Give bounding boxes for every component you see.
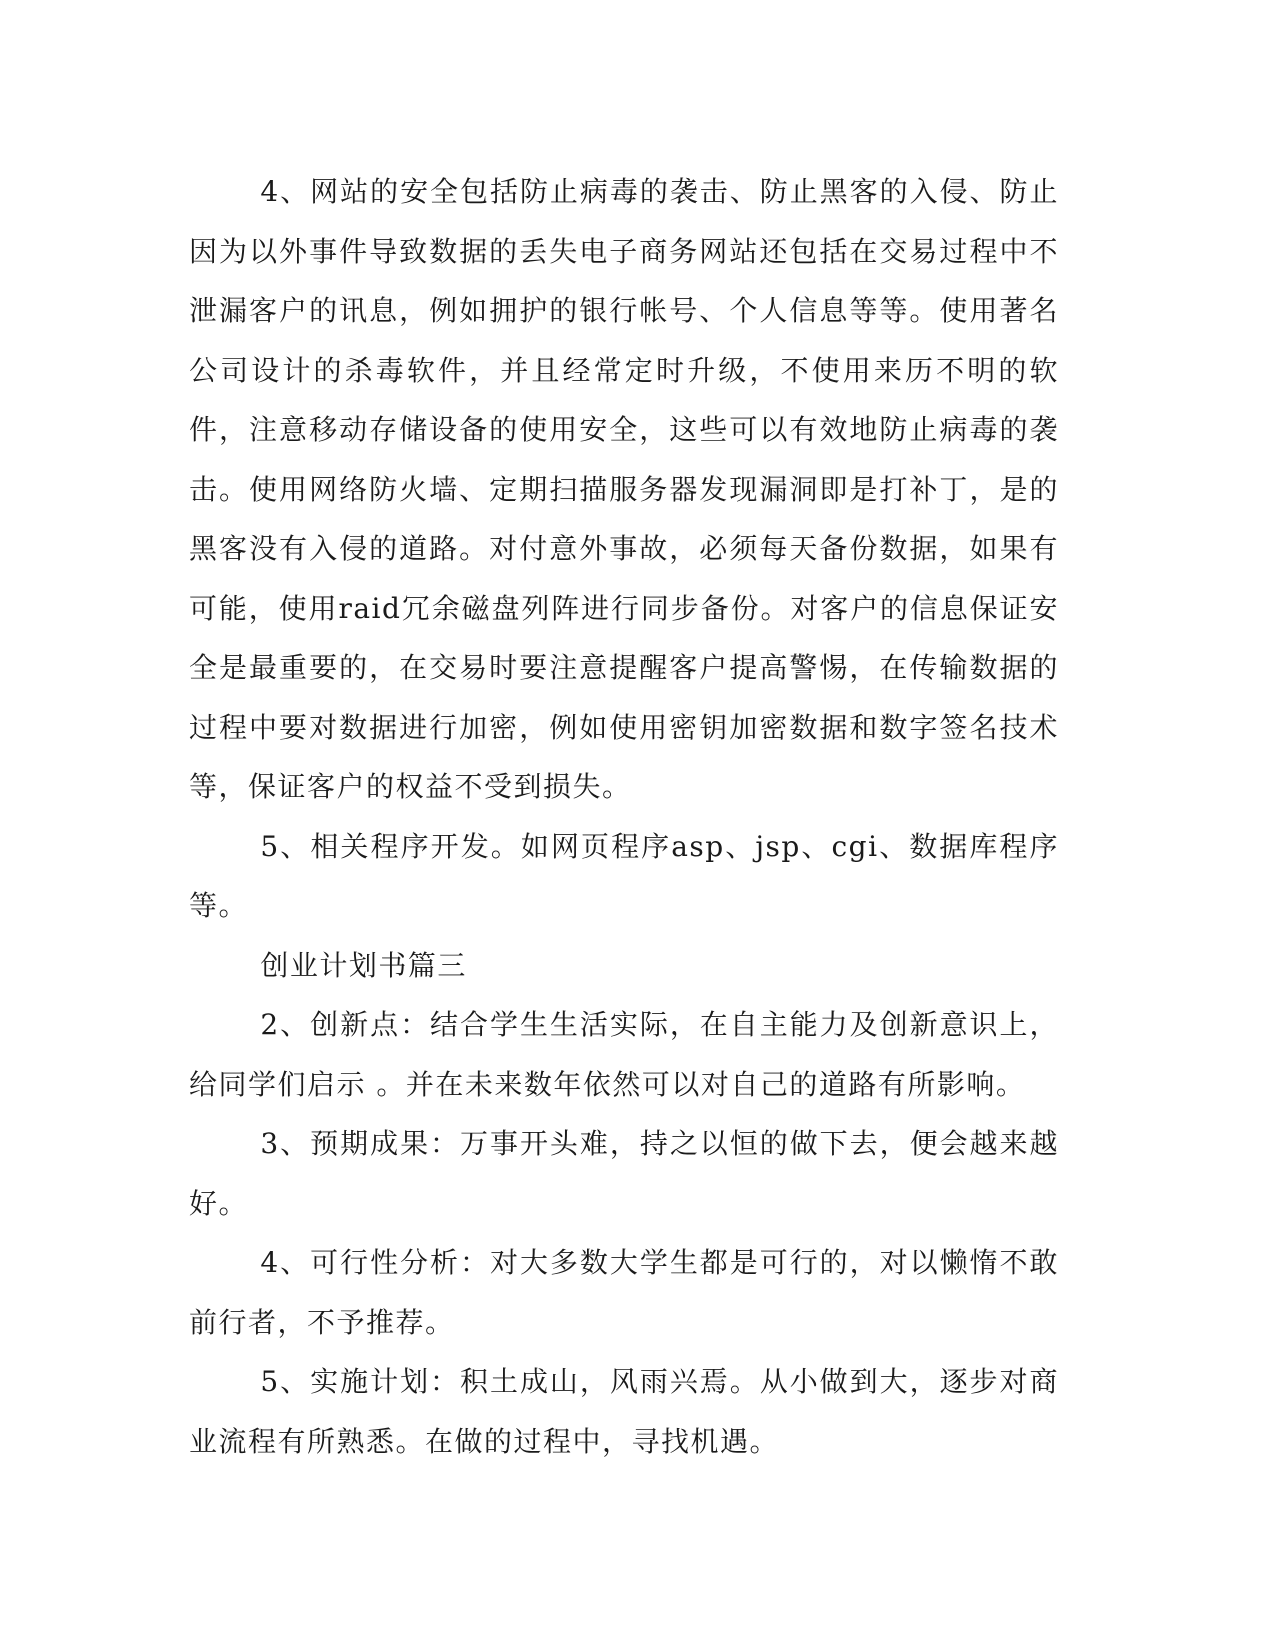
paragraph-website-security: 4、网站的安全包括防止病毒的袭击、防止黑客的入侵、防止因为以外事件导致数据的丢失电子商务网站还包括在交易过程中不泄漏客户的讯息，例如拥护的银行帐号、个人信息等等。使用著名公司设计的杀毒软件，并且经常定时升级，不使用来历不明的软件，注意移动存储设备的使用安全，这些可以有效地防止病毒的袭击。使用网络防火墙、定期扫描服务器发现漏洞即是打补丁，是的黑客没有入侵的道路。对付意外事故，必须每天备份数据，如果有可能，使用raid冗余磁盘列阵进行同步备份。对客户的信息保证安全是最重要的，在交易时要注意提醒客户提高警惕，在传输数据的过程中要对数据进行加密，例如使用密钥加密数据和数字签名技术等，保证客户的权益不受到损失。: [189, 175, 1059, 803]
paragraph-program-development: 5、相关程序开发。如网页程序asp、jsp、cgi、数据库程序等。: [189, 829, 1059, 922]
paragraph-innovation: 2、创新点：结合学生生活实际，在自主能力及创新意识上，给同学们启示 。并在未来数年依然可以对自己的道路有所影响。: [189, 1008, 1059, 1101]
paragraph-feasibility: 4、可行性分析：对大多数大学生都是可行的，对以懒惰不敢前行者，不予推荐。: [189, 1246, 1059, 1339]
section-heading: 创业计划书篇三: [260, 948, 467, 982]
document-body: [189, 162, 1059, 1471]
paragraph-expected-results: 3、预期成果：万事开头难，持之以恒的做下去，便会越来越好。: [189, 1127, 1059, 1220]
paragraph-implementation-plan: 5、实施计划：积土成山，风雨兴焉。从小做到大，逐步对商业流程有所熟悉。在做的过程中，寻找机遇。: [189, 1365, 1059, 1458]
